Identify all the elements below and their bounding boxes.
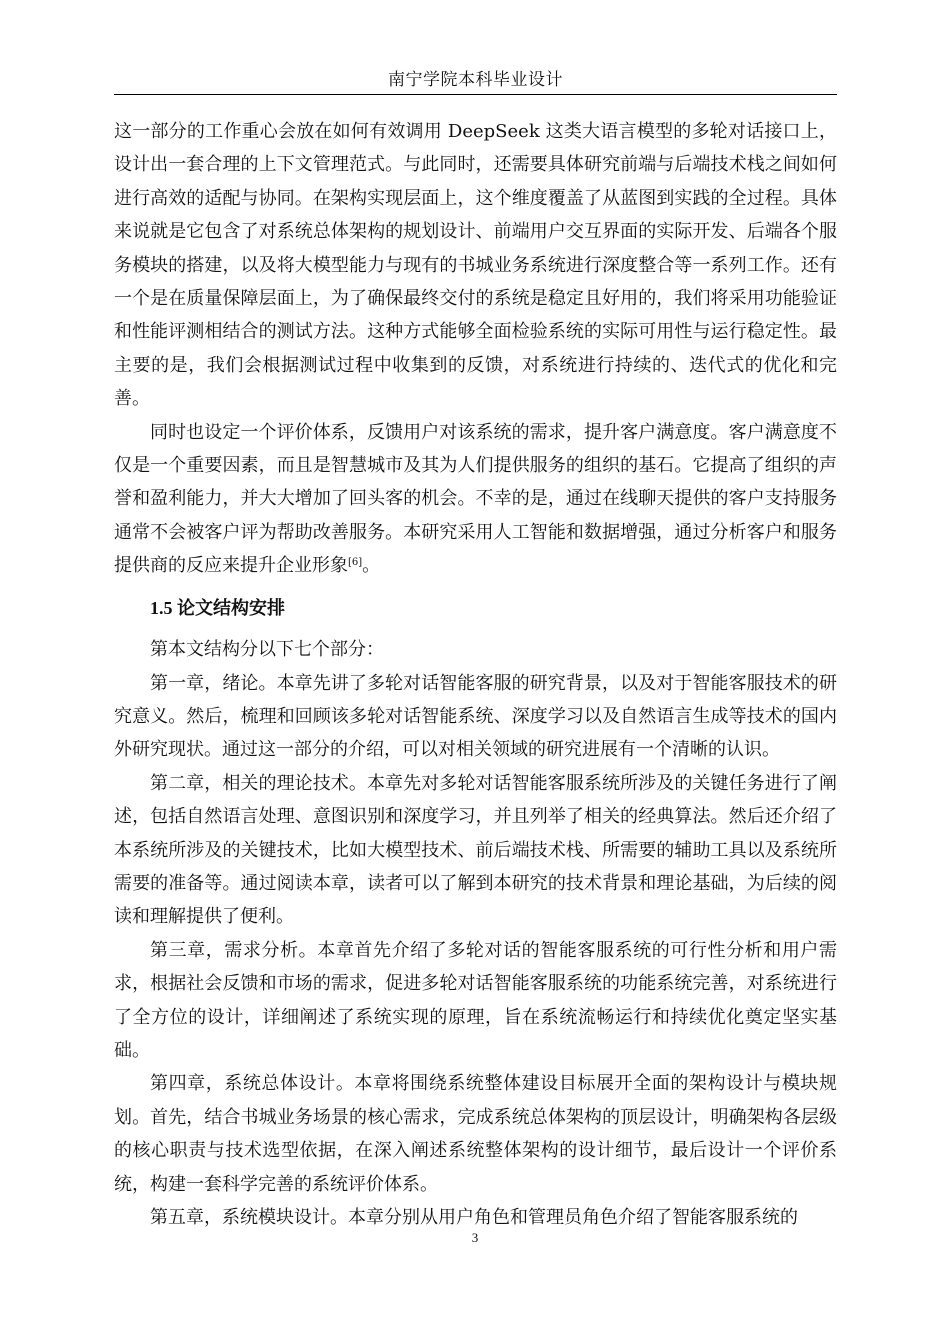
paragraph: 第五章，系统模块设计。本章分别从用户角色和管理员角色介绍了智能客服系统的 [150, 1207, 798, 1228]
paragraph-end: 。 [362, 555, 381, 577]
document-body [114, 115, 837, 1234]
section-heading: 1.5 论文结构安排 [150, 597, 285, 618]
paragraph: 第本文结构分以下七个部分： [150, 639, 384, 661]
citation-ref: [6] [348, 557, 363, 569]
paragraph [114, 416, 837, 583]
header-title: 南宁学院本科毕业设计 [388, 70, 563, 90]
paragraph: 第三章，需求分析。本章首先介绍了多轮对话的智能客服系统的可行性分析和用户需求，根据社会反馈和市场的需求，促进多轮对话智能客服系统的功能系统完善，对系统进行了全方位的设计，详细阐述了系统实现的原理，旨在系统流畅运行和持续优化奠定坚实基础。 [114, 939, 837, 1061]
paragraph: 第二章，相关的理论技术。本章先对多轮对话智能客服系统所涉及的关键任务进行了阐述，包括自然语言处理、意图识别和深度学习，并且列举了相关的经典算法。然后还介绍了本系统所涉及的关键技术，比如大模型技术、前后端技术栈、所需要的辅助工具以及系统所需要的准备等。通过阅读本章，读者可以了解到本研究的技术背景和理论基础，为后续的阅读和理解提供了便利。 [114, 772, 837, 928]
paragraph: 这一部分的工作重心会放在如何有效调用 DeepSeek 这类大语言模型的多轮对话接口上，设计出一套合理的上下文管理范式。与此同时，还需要具体研究前端与后端技术栈之间如何进行高效的适配与协同。在架构实现层面上，这个维度覆盖了从蓝图到实践的全过程。具体来说就是它包含了对系统总体架构的规划设计、前端用户交互界面的实际开发、后端各个服务模块的搭建，以及将大模型能力与现有的书城业务系统进行深度整合等一系列工作。还有一个是在质量保障层面上，为了确保最终交付的系统是稳定且好用的，我们将采用功能验证和性能评测相结合的测试方法。这种方式能够全面检验系统的实际可用性与运行稳定性。最主要的是，我们会根据测试过程中收集到的反馈，对系统进行持续的、迭代式的优化和完善。 [114, 121, 837, 410]
paragraph: 第一章，绪论。本章先讲了多轮对话智能客服的研究背景，以及对于智能客服技术的研究意义。然后，梳理和回顾该多轮对话智能系统、深度学习以及自然语言生成等技术的国内外研究现状。通过这一部分的介绍，可以对相关领域的研究进展有一个清晰的认识。 [114, 672, 837, 761]
page-footer [0, 1230, 950, 1246]
page-number: 3 [471, 1230, 479, 1245]
paragraph-text: 同时也设定一个评价体系，反馈用户对该系统的需求，提升客户满意度。客户满意度不仅是一个重要因素，而且是智慧城市及其为人们提供服务的组织的基石。它提高了组织的声誉和盈利能力，并大大增加了回头客的机会。不幸的是，通过在线聊天提供的客户支持服务通常不会被客户评为帮助改善服务。本研究采用人工智能和数据增强，通过分析客户和服务提供商的反应来提升企业形象 [114, 421, 837, 577]
page-header [114, 66, 837, 95]
paragraph: 第四章，系统总体设计。本章将围绕系统整体建设目标展开全面的架构设计与模块规划。首先，结合书城业务场景的核心需求，完成系统总体架构的顶层设计，明确架构各层级的核心职责与技术选型依据，在深入阐述系统整体架构的设计细节，最后设计一个评价系统，构建一套科学完善的系统评价体系。 [114, 1073, 837, 1195]
